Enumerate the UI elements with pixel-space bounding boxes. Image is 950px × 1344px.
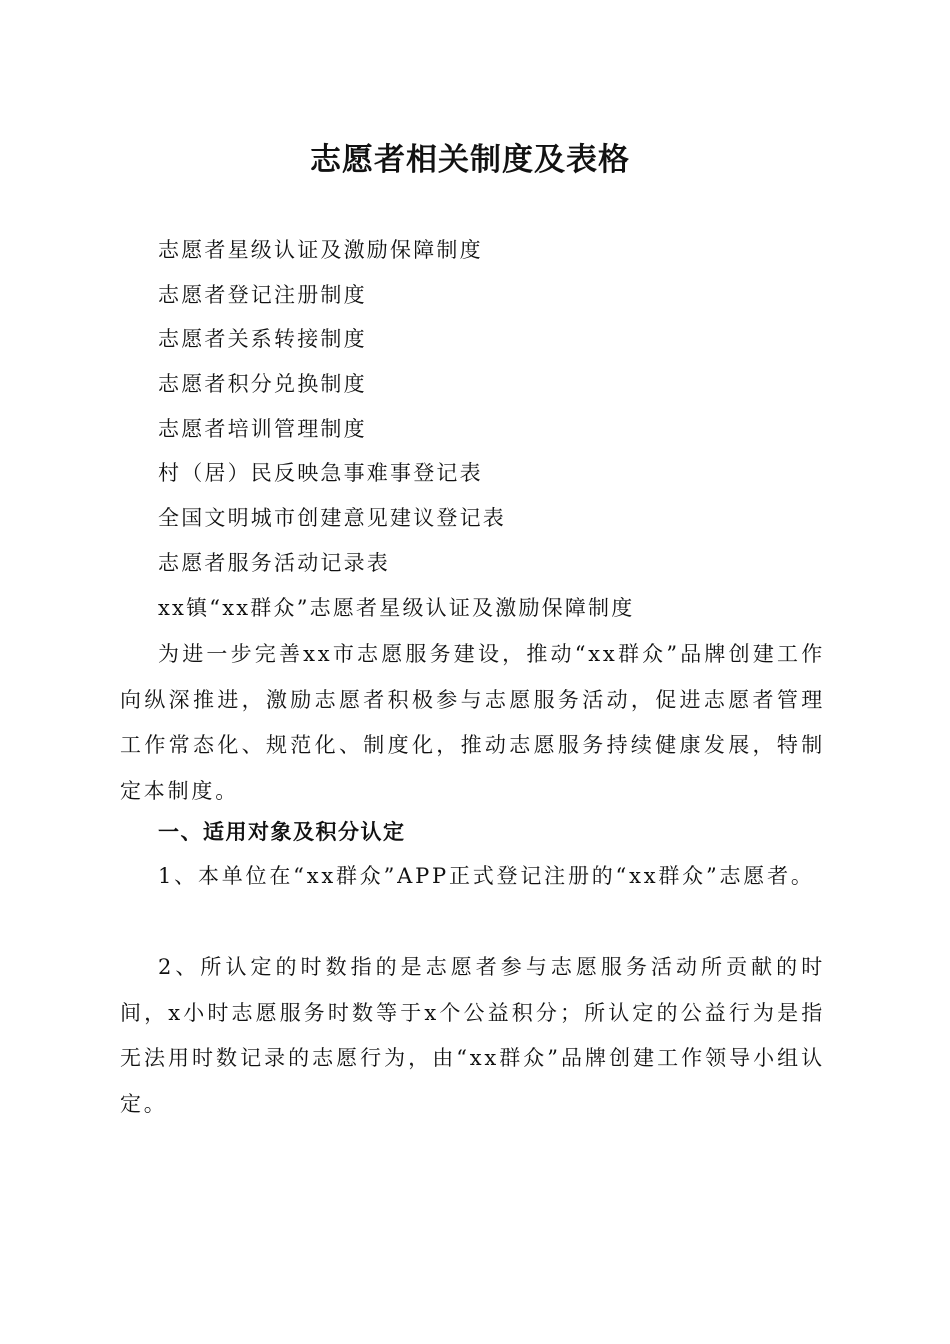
toc-item: 志愿者积分兑换制度 [158,372,367,397]
toc-item: 志愿者登记注册制度 [158,282,367,307]
toc-item: 村（居）民反映急事难事登记表 [158,461,483,486]
toc-item: xx镇“xx群众”志愿者星级认证及激励保障制度 [158,595,635,620]
toc-item: 志愿者星级认证及激励保障制度 [158,238,483,262]
toc-item: 全国文明城市创建意见建议登记表 [158,506,506,531]
table-of-contents [158,228,838,630]
toc-item: 志愿者培训管理制度 [158,416,367,441]
document-title: 志愿者相关制度及表格 [310,142,630,178]
clause-paragraph-1: 1、本单位在“xx群众”APP正式登记注册的“xx群众”志愿者。 [158,864,815,888]
toc-item: 志愿者关系转接制度 [158,327,367,352]
section-heading: 一、适用对象及积分认定 [158,820,406,844]
intro-paragraph: 为进一步完善xx市志愿服务建设，推动“xx群众”品牌创建工作向纵深推进，激励志愿者积极参与志愿服务活动，促进志愿者管理工作常态化、规范化、制度化，推动志愿服务持续健康发展，特制定本制度。 [120,642,825,803]
clause-paragraph-2: 2、所认定的时数指的是志愿者参与志愿服务活动所贡献的时间，x小时志愿服务时数等于x个公益积分；所认定的公益行为是指无法用时数记录的志愿行为，由“xx群众”品牌创建工作领导小组认定。 [120,955,825,1116]
toc-item: 志愿者服务活动记录表 [158,550,390,575]
